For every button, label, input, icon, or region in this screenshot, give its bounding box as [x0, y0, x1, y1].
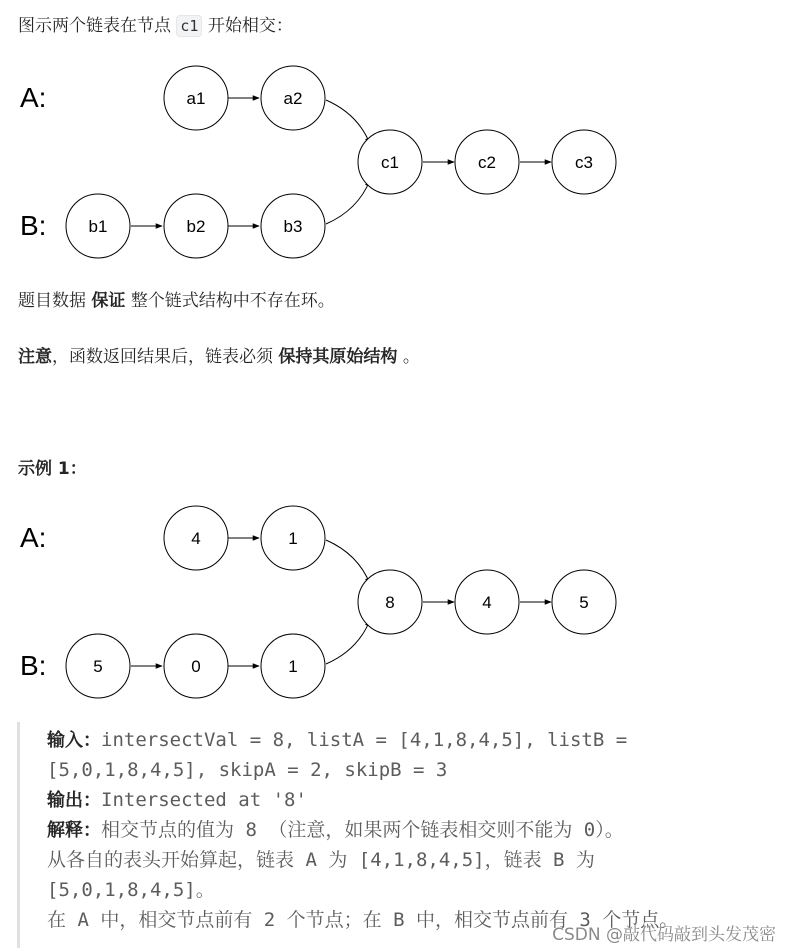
svg-text:4: 4 — [482, 593, 492, 612]
explain-value-1: 相交节点的值为 8 （注意，如果两个链表相交则不能为 0）。 — [101, 819, 624, 841]
explain-label: 解释： — [47, 820, 101, 841]
node-b3 — [261, 194, 325, 258]
example-explain-line-2: 从各自的表头开始算起，链表 A 为 [4,1,8,4,5]，链表 B 为 — [47, 849, 595, 871]
example-1-block — [17, 722, 780, 948]
intro-text — [18, 14, 293, 38]
example-explain-line-1 — [47, 815, 624, 846]
node-c2 — [455, 130, 519, 194]
svg-text:c2: c2 — [478, 153, 496, 172]
list-a-label: A: — [20, 82, 47, 113]
input-value-1: intersectVal = 8, listA = [4,1,8,4,5], listB = — [101, 729, 628, 751]
node-a1 — [164, 66, 228, 130]
input-label: 输入： — [47, 730, 101, 751]
svg-text:c1: c1 — [381, 153, 399, 172]
ex-node-a1 — [164, 506, 228, 570]
attention-bold: 注意 — [18, 347, 52, 367]
example-input-line-2: [5,0,1,8,4,5], skipA = 2, skipB = 3 — [47, 759, 448, 781]
node-c1 — [358, 130, 422, 194]
svg-text:b3: b3 — [283, 217, 303, 236]
example-1-diagram — [0, 496, 640, 706]
svg-text:a2: a2 — [283, 89, 303, 108]
example-output-line — [47, 785, 307, 816]
example-explain-line-4: 在 A 中，相交节点前有 2 个节点；在 B 中，相交节点前有 3 个节点。 — [47, 909, 679, 931]
ex-node-c2 — [455, 570, 519, 634]
edge-b3-c1 — [326, 180, 370, 224]
example-explain-line-3: [5,0,1,8,4,5]。 — [47, 879, 215, 901]
svg-text:c3: c3 — [575, 153, 593, 172]
svg-text:0: 0 — [191, 657, 201, 676]
node-b2 — [164, 194, 228, 258]
output-label: 输出： — [47, 790, 101, 811]
attention-note — [18, 345, 420, 369]
ex-edge-a2-c1 — [326, 540, 370, 584]
csdn-watermark: CSDN @敲代码敲到头发茂密 — [552, 925, 776, 945]
list-b-label: B: — [20, 210, 47, 241]
node-c3 — [552, 130, 616, 194]
example-1-title: 示例 1： — [18, 459, 87, 479]
example-input-line-1 — [47, 725, 627, 756]
output-value: Intersected at '8' — [101, 789, 307, 811]
guarantee-note — [18, 289, 335, 313]
svg-text:a1: a1 — [186, 89, 206, 108]
guarantee-prefix: 题目数据 — [18, 291, 86, 311]
svg-text:5: 5 — [579, 593, 589, 612]
ex-node-b1 — [66, 634, 130, 698]
intersection-diagram — [0, 56, 640, 266]
intro-after: 开始相交： — [207, 16, 293, 36]
ex-node-b3 — [261, 634, 325, 698]
svg-text:8: 8 — [385, 593, 395, 612]
svg-text:4: 4 — [191, 529, 201, 548]
ex-node-b2 — [164, 634, 228, 698]
ex-node-c3 — [552, 570, 616, 634]
guarantee-suffix: 整个链式结构中不存在环。 — [130, 291, 335, 311]
ex-list-b-label: B: — [20, 650, 47, 681]
svg-text:b1: b1 — [88, 217, 108, 236]
ex-edge-b3-c1 — [326, 620, 370, 664]
guarantee-bold: 保证 — [91, 291, 126, 311]
svg-text:1: 1 — [288, 657, 298, 676]
ex-node-c1 — [358, 570, 422, 634]
attention-bold-structure: 保持其原始结构 — [278, 347, 398, 367]
svg-text:5: 5 — [93, 657, 103, 676]
intro-code: c1 — [176, 15, 202, 37]
svg-text:1: 1 — [288, 529, 298, 548]
attention-middle: ，函数返回结果后，链表必须 — [52, 347, 273, 367]
attention-suffix: 。 — [402, 347, 420, 367]
intro-before: 图示两个链表在节点 — [18, 16, 171, 36]
edge-a2-c1 — [326, 100, 370, 144]
ex-list-a-label: A: — [20, 522, 47, 553]
node-b1 — [66, 194, 130, 258]
node-a2 — [261, 66, 325, 130]
svg-text:b2: b2 — [186, 217, 206, 236]
ex-node-a2 — [261, 506, 325, 570]
